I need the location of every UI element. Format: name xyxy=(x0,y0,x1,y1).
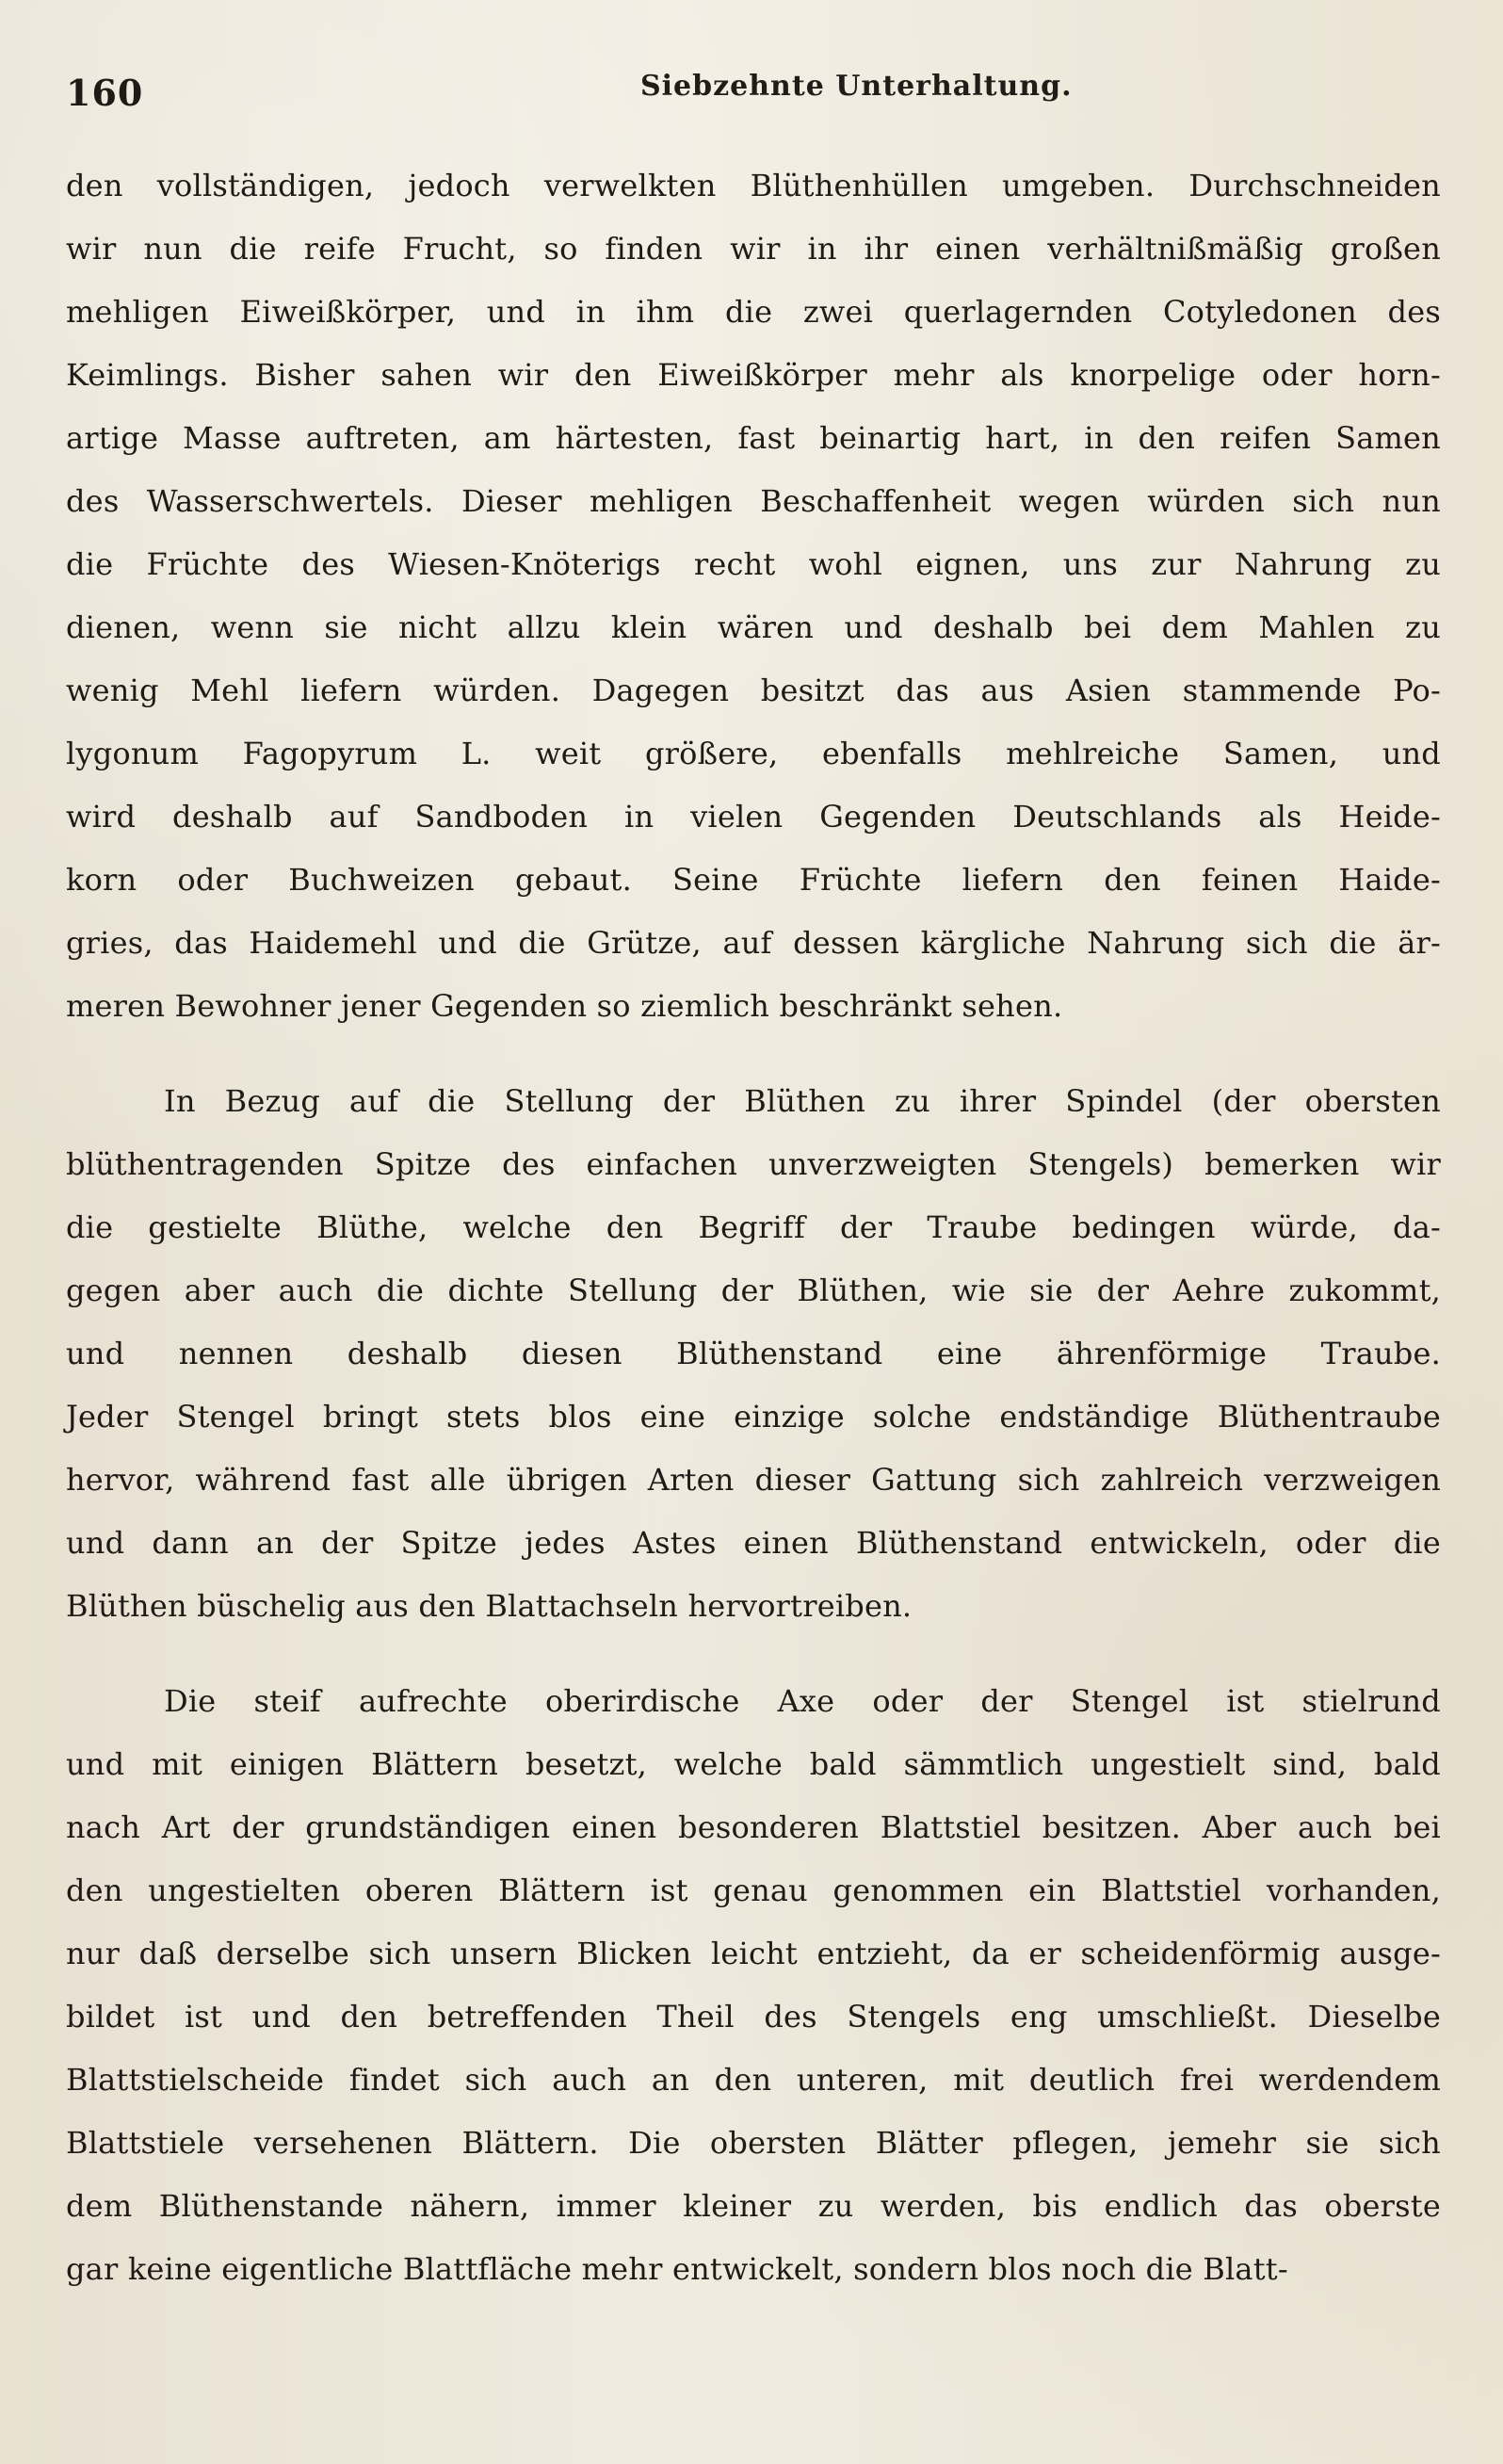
text-line: Blattstiele versehenen Blättern. Die obersten Blätter pflegen, jemehr sie sich xyxy=(66,2125,1441,2161)
text-line: Keimlings. Bisher sahen wir den Eiweißkörper mehr als knorpelige oder horn- xyxy=(66,357,1441,393)
text-line: korn oder Buchweizen gebaut. Seine Früchte liefern den feinen Haide- xyxy=(66,862,1441,898)
text-line: den vollständigen, jedoch verwelkten Blüthenhüllen umgeben. Durchschneiden xyxy=(66,168,1441,203)
page-number: 160 xyxy=(66,72,144,114)
text-line: gar keine eigentliche Blattfläche mehr entwickelt, sondern blos noch die Blatt- xyxy=(66,2251,1288,2287)
text-line: dienen, wenn sie nicht allzu klein wären und deshalb bei dem Mahlen zu xyxy=(66,609,1441,645)
text-line: nach Art der grundständigen einen besonderen Blattstiel besitzen. Aber auch bei xyxy=(66,1809,1441,1845)
paragraph-1 xyxy=(66,154,1441,1038)
paragraph-2 xyxy=(66,1070,1441,1638)
text-line: meren Bewohner jener Gegenden so ziemlich beschränkt sehen. xyxy=(66,988,1063,1024)
text-line: artige Masse auftreten, am härtesten, fast beinartig hart, in den reifen Samen xyxy=(66,420,1441,456)
running-head xyxy=(66,64,1443,117)
text-line: In Bezug auf die Stellung der Blüthen zu ihrer Spindel (der obersten xyxy=(164,1083,1441,1119)
paragraph-3 xyxy=(66,1670,1441,2301)
text-line: und dann an der Spitze jedes Astes einen Blüthenstand entwickeln, oder die xyxy=(66,1525,1441,1561)
text-line: und mit einigen Blättern besetzt, welche bald sämmtlich ungestielt sind, bald xyxy=(66,1746,1441,1782)
header-title: Siebzehnte Unterhaltung. xyxy=(640,70,1073,103)
text-line: lygonum Fagopyrum L. weit größere, ebenfalls mehlreiche Samen, und xyxy=(66,736,1441,771)
text-line: Blüthen büschelig aus den Blattachseln hervortreiben. xyxy=(66,1588,913,1624)
text-line: gries, das Haidemehl und die Grütze, auf dessen kärgliche Nahrung sich die är- xyxy=(66,925,1441,961)
text-line: gegen aber auch die dichte Stellung der Blüthen, wie sie der Aehre zukommt, xyxy=(66,1273,1441,1308)
text-line: wir nun die reife Frucht, so finden wir in ihr einen verhältnißmäßig großen xyxy=(66,231,1441,267)
text-line: wird deshalb auf Sandboden in vielen Gegenden Deutschlands als Heide- xyxy=(66,799,1441,835)
text-line: die Früchte des Wiesen-Knöterigs recht wohl eignen, uns zur Nahrung zu xyxy=(66,546,1441,582)
text-line: Jeder Stengel bringt stets blos eine einzige solche endständige Blüthentraube xyxy=(66,1399,1441,1435)
text-line: den ungestielten oberen Blättern ist genau genommen ein Blattstiel vorhanden, xyxy=(66,1872,1441,1908)
text-line: nur daß derselbe sich unsern Blicken leicht entzieht, da er scheidenförmig ausge- xyxy=(66,1936,1441,1971)
text-line: wenig Mehl liefern würden. Dagegen besitzt das aus Asien stammende Po- xyxy=(66,673,1441,708)
text-line: dem Blüthenstande nähern, immer kleiner zu werden, bis endlich das oberste xyxy=(66,2188,1441,2224)
text-line: die gestielte Blüthe, welche den Begriff der Traube bedingen würde, da- xyxy=(66,1209,1441,1245)
text-line: Die steif aufrechte oberirdische Axe oder der Stengel ist stielrund xyxy=(164,1683,1441,1719)
text-line: blüthentragenden Spitze des einfachen unverzweigten Stengels) bemerken wir xyxy=(66,1146,1441,1182)
text-line: hervor, während fast alle übrigen Arten dieser Gattung sich zahlreich verzweigen xyxy=(66,1462,1441,1498)
body-text xyxy=(66,154,1441,2301)
text-line: des Wasserschwertels. Dieser mehligen Beschaffenheit wegen würden sich nun xyxy=(66,483,1441,519)
text-line: Blattstielscheide findet sich auch an den unteren, mit deutlich frei werdendem xyxy=(66,2062,1441,2098)
text-line: bildet ist und den betreffenden Theil des Stengels eng umschließt. Dieselbe xyxy=(66,1999,1441,2034)
text-line: mehligen Eiweißkörper, und in ihm die zwei querlagernden Cotyledonen des xyxy=(66,294,1441,330)
text-line: und nennen deshalb diesen Blüthenstand eine ährenförmige Traube. xyxy=(66,1336,1441,1371)
